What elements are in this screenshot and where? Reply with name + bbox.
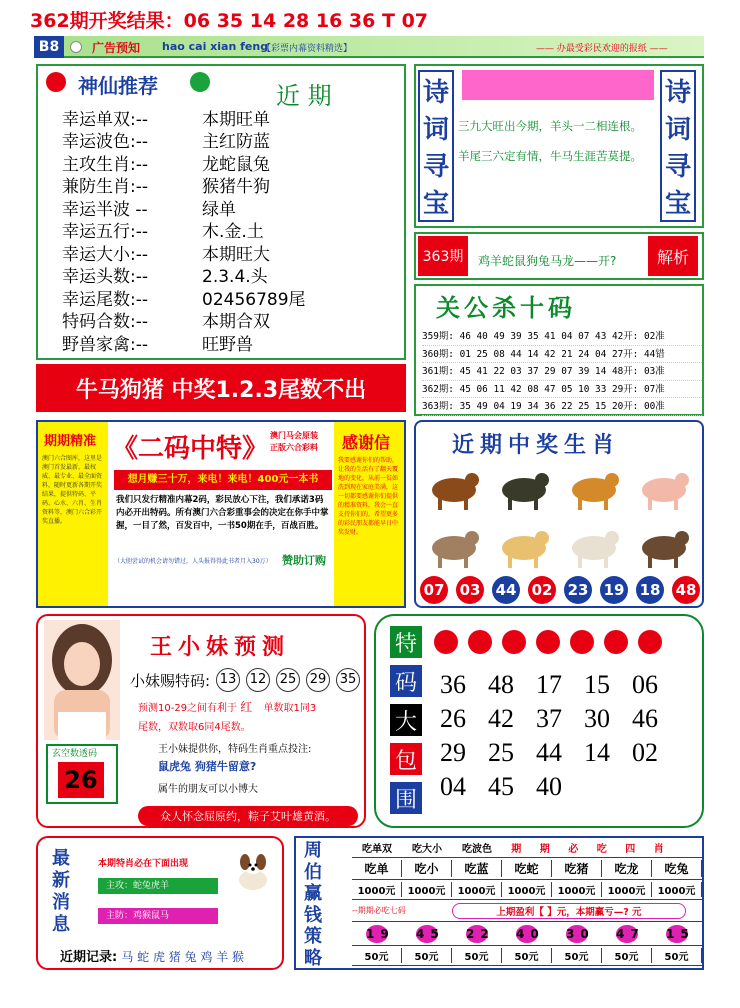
tema-row — [440, 702, 690, 736]
red-dot-icon — [434, 630, 458, 654]
fairy-row-value: 本期旺单 — [202, 109, 270, 130]
wang-special-label: 小妹赐特码: — [130, 672, 211, 690]
fairy-row-label: 幸运单双:-- — [62, 109, 148, 130]
poem-side-char: 词 — [422, 115, 449, 145]
strategy-cell: 1000元 — [352, 882, 402, 897]
tema-number: 17 — [536, 670, 562, 699]
kill-row: 360期: 01 25 08 44 14 42 21 24 04 27开: 44错 — [422, 346, 702, 364]
fairy-banner — [36, 364, 406, 412]
special-number: 25 — [276, 668, 300, 692]
news-side-char: 最 — [52, 848, 70, 869]
tema-number: 37 — [536, 704, 562, 733]
red-dot-icon — [638, 630, 662, 654]
tema-number: 04 — [440, 772, 466, 801]
pig-icon — [634, 462, 694, 512]
tema-number: 30 — [584, 704, 610, 733]
poem-side-char: 诗 — [422, 78, 449, 108]
strategy-row — [352, 880, 702, 900]
snake-icon — [494, 462, 554, 512]
wang-pred-1b: 单数取1同3 — [263, 703, 317, 714]
strategy-side-char: 赢 — [304, 883, 322, 904]
strategy-side-char: 钱 — [304, 904, 322, 926]
fairy-row — [62, 174, 402, 197]
tema-side-char: 围 — [390, 782, 422, 814]
poem-side-left — [418, 70, 454, 222]
fairy-row — [62, 241, 402, 264]
fairy-row-label: 幸运头数:-- — [62, 267, 148, 288]
strategy-cell: 50元 — [402, 948, 452, 963]
zodiac-number-ball: 19 — [600, 576, 628, 604]
fairy-row — [62, 106, 402, 129]
strategy-num-ball: 47 — [616, 926, 645, 941]
tema-number: 46 — [632, 704, 658, 733]
riddle-text: 鸡羊蛇鼠狗兔马龙——开? — [478, 254, 617, 268]
poem-side-char: 词 — [664, 115, 691, 145]
avatar — [44, 620, 120, 740]
strategy-side-char: 周 — [304, 840, 322, 861]
wang-pred-line-2: 尾数，双数取6同4尾数。 — [138, 722, 251, 733]
strategy-side — [304, 840, 334, 969]
poem-side-char: 宝 — [664, 189, 691, 219]
green-dot-icon — [190, 72, 210, 92]
news-side-char: 息 — [52, 914, 70, 935]
tiger-icon — [564, 462, 624, 512]
strategy-num-cell — [352, 925, 402, 943]
tema-number: 02 — [632, 738, 658, 767]
strategy-head-cell: 吃 — [588, 840, 617, 855]
poem-side-char: 寻 — [664, 152, 691, 182]
red-dot-icon — [468, 630, 492, 654]
fairy-row-label: 幸运半波 -- — [62, 199, 148, 220]
strategy-head-cell: 期 — [502, 840, 531, 855]
wang-provide: 王小妹提供你，特码生肖重点投注: — [158, 744, 312, 755]
header-slogan: —— 办最受彩民欢迎的报纸 —— — [536, 44, 668, 54]
fairy-banner-text: 牛马狗猪 中奖1.2.3尾数不出 — [75, 377, 367, 403]
strategy-num-cell — [552, 925, 602, 943]
rabbit-icon — [424, 520, 484, 570]
strategy-cell: 1000元 — [402, 882, 452, 897]
ad-main-side: 澳门马会原装 正版六合彩料 — [270, 431, 318, 452]
zodiac-number-ball: 02 — [528, 576, 556, 604]
tema-side-char: 包 — [390, 743, 422, 775]
tema-number: 36 — [440, 670, 466, 699]
zodiac-title: 近期中奖生肖 — [452, 433, 621, 458]
fairy-row-label: 特码合数:-- — [62, 312, 148, 333]
zodiac-number-ball: 18 — [636, 576, 664, 604]
news-recent-list: 马 蛇 虎 猪 兔 鸡 羊 猴 — [121, 950, 245, 964]
poem-line-2: 羊尾三六定有情，牛马生涯苦莫提。 — [458, 149, 642, 163]
strategy-side-char: 略 — [304, 947, 322, 969]
tema-side-char: 码 — [390, 665, 422, 697]
fairy-row-value: 旺野兽 — [202, 334, 253, 355]
kill-rows — [422, 328, 702, 416]
fairy-row-value: 绿单 — [202, 199, 236, 220]
zodiac-number-ball: 44 — [492, 576, 520, 604]
strategy-cell: 1000元 — [602, 882, 652, 897]
strategy-row — [352, 922, 702, 946]
kill-row: 359期: 46 40 49 39 35 41 04 07 43 42开: 02准 — [422, 328, 702, 346]
fairy-row-value: 龙蛇鼠兔 — [202, 154, 270, 175]
mystery-label: 玄空数透码 — [52, 749, 98, 759]
tema-number: 45 — [488, 772, 514, 801]
horse-icon — [424, 462, 484, 512]
fairy-row-value: 2.3.4.头 — [202, 267, 268, 288]
zodiac-icons — [418, 462, 700, 574]
wang-footer: 众人怀念屈原约，粽子艾叶雄黄酒。 — [138, 806, 358, 826]
buy-button[interactable]: 赞助订购 — [282, 554, 326, 567]
strategy-cell: 吃小 — [402, 860, 452, 877]
fairy-title: 神仙推荐 — [78, 74, 158, 98]
fairy-row-label: 幸运大小:-- — [62, 244, 148, 265]
strategy-cell: 50元 — [602, 948, 652, 963]
news-main-text: 主攻：蛇兔虎羊 — [106, 881, 170, 891]
rooster-icon — [494, 520, 554, 570]
tema-dots — [434, 630, 662, 654]
red-dot-icon — [502, 630, 526, 654]
strategy-head-cell: 肖 — [645, 840, 674, 855]
fairy-row — [62, 264, 402, 287]
riddle-issue: 363期 — [418, 236, 468, 276]
strategy-row — [352, 946, 702, 966]
tema-number: 26 — [440, 704, 466, 733]
strategy-head-cell: 吃波色 — [452, 840, 502, 855]
zodiac-number-ball: 07 — [420, 576, 448, 604]
fairy-row-label: 幸运波色:-- — [62, 132, 148, 153]
tema-number: 48 — [488, 670, 514, 699]
strategy-side-char: 伯 — [304, 861, 322, 883]
strategy-cell: 吃猪 — [552, 860, 602, 877]
fairy-row — [62, 286, 402, 309]
dog-icon — [228, 846, 278, 896]
strategy-cell: 50元 — [502, 948, 552, 963]
red-dot-icon — [570, 630, 594, 654]
red-dot-icon — [604, 630, 628, 654]
strategy-num-cell — [602, 925, 652, 943]
fairy-row — [62, 309, 402, 332]
ad-label: 广告预知 — [92, 41, 141, 55]
strategy-cell: 50元 — [552, 948, 602, 963]
news-main — [98, 878, 218, 894]
kill-row: 363期: 35 49 04 19 34 36 22 25 15 20开: 00准 — [422, 398, 702, 416]
mystery-number: 26 — [58, 762, 104, 798]
news-recent-label: 近期记录: — [60, 950, 118, 965]
fairy-row-label: 主攻生肖:-- — [62, 154, 148, 175]
fairy-row-value: 木.金.土 — [202, 222, 264, 243]
fairy-row — [62, 129, 402, 152]
tema-side-char: 特 — [390, 626, 422, 658]
strategy-side-char: 策 — [304, 926, 322, 947]
tema-row — [440, 668, 690, 702]
wang-title: 王小妹预测 — [150, 635, 291, 660]
zodiac-number-ball: 23 — [564, 576, 592, 604]
fairy-row-value: 猴猪牛狗 — [202, 177, 270, 198]
poem-side-char: 诗 — [664, 78, 691, 108]
tema-number: 29 — [440, 738, 466, 767]
strategy-num-ball: 40 — [516, 926, 545, 941]
strategy-row — [352, 838, 702, 858]
fairy-row-value: 本期旺大 — [202, 244, 270, 265]
zodiac-numbers — [420, 576, 700, 604]
strategy-cell: 50元 — [352, 948, 402, 963]
poem-side-right — [660, 70, 696, 222]
fairy-row-label: 幸运五行:-- — [62, 222, 148, 243]
strategy-cell: 1000元 — [452, 882, 502, 897]
zodiac-number-ball: 48 — [672, 576, 700, 604]
strategy-num-cell — [652, 925, 702, 943]
strategy-cell: 1000元 — [652, 882, 702, 897]
poem-line-1: 三九大旺出今期，羊头一二相连根。 — [458, 119, 642, 133]
strategy-num-cell — [502, 925, 552, 943]
fairy-row-label: 兼防生肖:-- — [62, 177, 148, 198]
tema-number: 25 — [488, 738, 514, 767]
fairy-row-label: 幸运尾数:-- — [62, 289, 148, 310]
tema-grid — [440, 668, 690, 804]
news-recent-line — [60, 946, 244, 965]
news-side-char: 新 — [52, 870, 70, 891]
fairy-rows — [62, 106, 402, 354]
strategy-num-ball: 45 — [416, 926, 445, 941]
fairy-row — [62, 151, 402, 174]
fairy-row-value: 02456789尾 — [202, 289, 306, 310]
draw-result-line: 362期开奖结果：06 35 14 28 16 36 T 07 — [30, 10, 429, 32]
fairy-row-label: 野兽家禽:-- — [62, 334, 148, 355]
strategy-num-ball: 30 — [566, 926, 595, 941]
tema-side — [390, 626, 422, 814]
ad-body: 我们只发行精准内幕2码，彩民放心下注，我们承诺3码内必开出特码。所有澳门六合彩重事会的决定在你手中掌握，一目了然，百发百中，一书50期在手，百战百胜。 — [116, 495, 329, 531]
strategy-cell: 1000元 — [502, 882, 552, 897]
zodiac-number-ball: 03 — [456, 576, 484, 604]
strategy-head-cell: 吃单双 — [352, 840, 402, 855]
strategy-num-ball: 15 — [666, 926, 695, 941]
fairy-row — [62, 331, 402, 354]
tema-row — [440, 736, 690, 770]
wang-special-numbers — [216, 668, 360, 692]
kill-title: 关公杀十码 — [436, 294, 576, 322]
strategy-head-cell: 吃大小 — [402, 840, 452, 855]
special-number: 12 — [246, 668, 270, 692]
header-dot-icon — [70, 41, 82, 53]
poem-side-char: 宝 — [422, 189, 449, 219]
strategy-row — [352, 900, 702, 922]
strategy-cell: 吃兔 — [652, 860, 702, 877]
poem-pink-bar — [462, 70, 654, 100]
wang-zodiac-hint: 鼠虎兔 狗猪牛留意? — [158, 760, 257, 773]
strategy-num-cell — [452, 925, 502, 943]
fairy-recent: 近 期 — [276, 82, 332, 110]
wang-pred-1a: 预测10-29之间有利于 — [138, 703, 238, 714]
news-backup-text: 主防：鸡猴鼠马 — [106, 911, 170, 921]
kill-row: 362期: 45 06 11 42 08 47 05 10 33 29开: 07准 — [422, 381, 702, 399]
strategy-cell: 吃龙 — [602, 860, 652, 877]
news-side-char: 消 — [52, 892, 70, 913]
tema-number: 44 — [536, 738, 562, 767]
fairy-row — [62, 219, 402, 242]
wang-pred-line-1 — [138, 698, 316, 715]
ad-left-title: 期期精准 — [44, 434, 97, 449]
tema-side-char: 大 — [390, 704, 422, 736]
strategy-note-left: --期期必吃七码 — [352, 906, 406, 915]
fairy-row-value: 主红防蓝 — [202, 132, 270, 153]
news-side — [52, 848, 76, 936]
strategy-num-ball: 19 — [366, 926, 395, 941]
strategy-cell: 吃蓝 — [452, 860, 502, 877]
strategy-cell: 吃单 — [352, 860, 402, 877]
special-number: 29 — [306, 668, 330, 692]
header-pinyin: hao cai xian feng — [162, 40, 269, 53]
fairy-row-value: 本期合双 — [202, 312, 270, 333]
page-code: B8 — [34, 36, 64, 58]
fairy-row — [62, 196, 402, 219]
strategy-num-cell — [402, 925, 452, 943]
strategy-head-cell: 四 — [616, 840, 645, 855]
analysis-button[interactable]: 解析 — [648, 236, 698, 276]
strategy-table — [352, 838, 702, 966]
ad-right-text: 我要感谢你们的帮助，让我的生活有了翻天覆地的变化，从前一贫如洗到现在家庭美满，这一切都要感谢你们提供的精准资料，我会一直支持你们的，希望更多的彩民朋友都能早日中奖发财。 — [338, 457, 399, 536]
tema-number: 42 — [488, 704, 514, 733]
tema-number: 14 — [584, 738, 610, 767]
strategy-row — [352, 858, 702, 880]
header-subtitle: 【彩票内幕资料精选】 — [262, 44, 353, 54]
strategy-cell: 1000元 — [552, 882, 602, 897]
tema-number: 06 — [632, 670, 658, 699]
strategy-head-cell: 必 — [559, 840, 588, 855]
strategy-cell: 50元 — [652, 948, 702, 963]
poem-side-char: 寻 — [422, 152, 449, 182]
strategy-cell: 50元 — [452, 948, 502, 963]
wang-pred-red: 红 — [240, 700, 253, 714]
ad-promo: 想月赚三十万，来电！来电！400元一本书 — [114, 470, 332, 490]
special-number: 35 — [336, 668, 360, 692]
ad-left-text: 澳门六合图库，这里是澳门首发最新、最权威、最专业、最全面资料，随时更新各期开奖结果，提供特码、平码、心水、六肖、生肖资料等，澳门六合彩开奖直播。 — [42, 455, 103, 525]
news-headline: 本期特肖必在下面出现 — [98, 859, 189, 869]
kill-row: 361期: 45 41 22 03 37 29 07 39 14 48开: 03准 — [422, 363, 702, 381]
red-dot-icon — [46, 72, 66, 92]
ad-main-title: 《二码中特》 — [112, 434, 269, 464]
strategy-num-ball: 22 — [466, 926, 495, 941]
ad-right-title: 感谢信 — [342, 433, 391, 452]
strategy-cell: 吃蛇 — [502, 860, 552, 877]
red-dot-icon — [536, 630, 560, 654]
tema-number: 15 — [584, 670, 610, 699]
tema-row — [440, 770, 690, 804]
special-number: 13 — [216, 668, 240, 692]
monkey-icon — [634, 520, 694, 570]
sheep-icon — [564, 520, 624, 570]
strategy-note-right: 上期盈利【 】元，本期赢亏—? 元 — [452, 903, 686, 919]
ad-note: （大胆尝试的机会请勿错过，人头报得得此书者月入30万） — [114, 558, 272, 565]
tema-number: 40 — [536, 772, 562, 801]
strategy-head-cell: 期 — [531, 840, 560, 855]
news-backup — [98, 908, 218, 924]
wang-friend: 属牛的朋友可以小博大 — [158, 784, 258, 795]
